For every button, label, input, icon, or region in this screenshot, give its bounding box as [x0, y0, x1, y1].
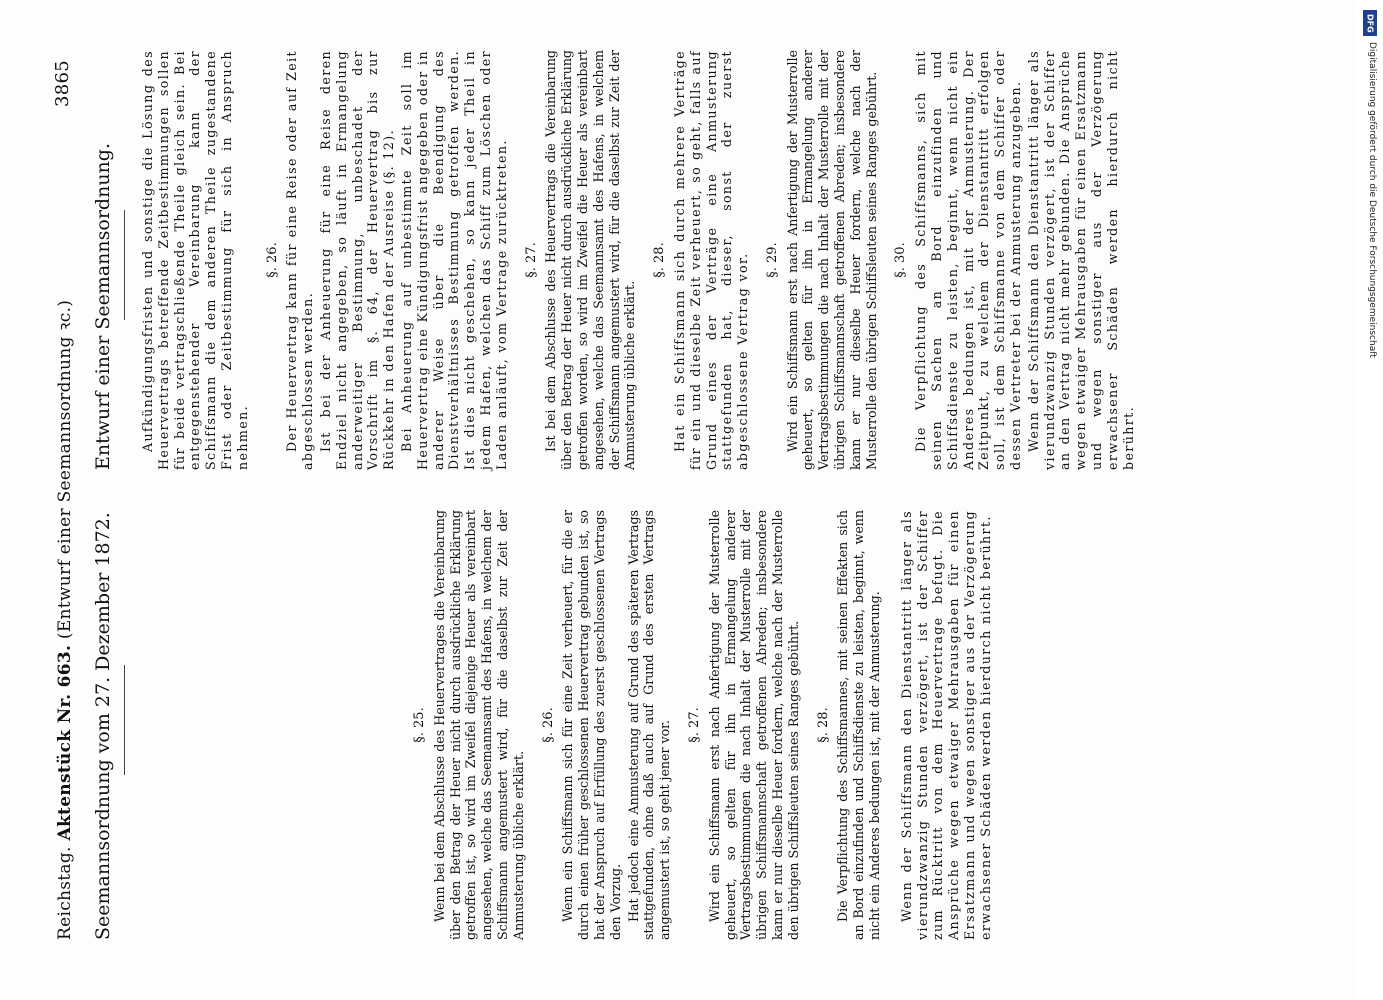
right-column	[140, 50, 1138, 470]
section-heading: §. 28.	[652, 242, 668, 278]
paragraph: Ist bei der Anheuerung für eine Reise deren Endziel nicht angegeben, so läuft in Ermangelung anderweitiger Bestimmung, unbeschadet der Vorschrift im §. 64, der Heuervertrag bis zur Rückkehr in den Hafen der Ausreise (§. 12).	[317, 50, 397, 470]
digitization-note: Digitalisierung gefördert durch die Deutsche Forschungsgemeinschaft	[1367, 42, 1377, 358]
paragraph: Wenn der Schiffsmann den Dienstantritt länger als vierundzwanzig Stunden verzögert, ist der Schiffer zum Rücktritt von dem Heuervertrage befugt. Die Ansprüche wegen etwaiger Mehrausgaben für einen Ersatzmann und wegen sonstiger aus der Verzögerung erwachsener Schäden werden hierdurch nicht berührt.	[898, 510, 993, 940]
paragraph: Hat jedoch eine Anmusterung auf Grund des späteren Vertrags stattgefunden, ohne daß auch auf Grund des ersten Vertrags angemustert ist, so geht jener vor.	[625, 510, 673, 940]
left-title-rule	[124, 665, 125, 775]
digitization-strip	[1355, 0, 1383, 1000]
paragraph: Aufkündigungsfristen und sonstige die Lösung des Heuervertrags betreffende Zeitbestimmungen sollen für beide vertragschließende Theile gleich sein. Bei entgegenstehender Vereinbarung kann der Schiffsmann die dem anderen Theile zugestandene Frist oder Zeitbestimmung für sich in Anspruch nehmen.	[140, 50, 250, 470]
paragraph: Die Verpflichtung des Schiffsmanns, sich mit seinen Sachen an Bord einzufinden und Schiffsdienste zu leisten, beginnt, wenn nicht ein Anderes bedungen ist, mit der Anmusterung. Der Zeitpunkt, zu welchem der Dienstantritt erfolgen soll, ist dem Schiffsmanne von dem Schiffer oder dessen Vertreter bei der Anmusterung anzugeben.	[913, 50, 1024, 470]
left-column	[140, 510, 996, 940]
paragraph: Wird ein Schiffsmann erst nach Anfertigung der Musterrolle geheuert, so gelten für ihn in Ermangelung anderer Vertragsbestimmungen die nach Inhalt der Musterrolle mit der übrigen Schiffsmannschaft getroffenen Abreden; insbesondere kann er nur dieselbe Heuer fordern, welche nach der Musterrolle den übrigen Schiffsleuten seines Ranges gebührt.	[706, 510, 801, 940]
dfg-logo-icon: DFG	[1363, 10, 1377, 36]
section-heading: §. 27.	[523, 242, 539, 278]
document-item-number: Aktenstück Nr. 663.	[55, 644, 75, 841]
paragraph: Ist bei dem Abschlusse des Heuervertrags die Vereinbarung über den Betrag der Heuer nicht durch ausdrückliche Erklärung getroffen worden, so wird im Zweifel die Heuer als vereinbart angesehen, welche das Seemannsamt des Hafens, in welchem der Schiffsmann angemustert wird, für die daselbst zur Zeit der Anmusterung übliche erklärt.	[543, 50, 638, 470]
left-column-title: Seemannsordnung vom 27. Dezember 1872.	[92, 512, 114, 940]
left-column-spacer	[140, 510, 398, 940]
paragraph: Wenn bei dem Abschlusse des Heuervertrages die Vereinbarung über den Betrag der Heuer nicht durch ausdrückliche Erklärung getroffen ist, so wird im Zweifel diejenige Heuer als vereinbart angesehen, welche das Seemannsamt des Hafens, in welchem der Schiffsmann angemustert wird, für die daselbst zur Zeit der Anmusterung übliche erklärt.	[431, 510, 526, 940]
right-column-title: Entwurf einer Seemannsordnung.	[92, 143, 114, 470]
section-heading: §. 28.	[815, 707, 831, 743]
running-head-prefix: Reichstag.	[55, 846, 75, 940]
paragraph: Wird ein Schiffsmann erst nach Anfertigung der Musterrolle geheuert, so gelten für ihn in Ermangelung anderer Vertragsbestimmungen die nach Inhalt der Musterrolle mit der übrigen Schiffsmannschaft getroffenen Abreden; insbesondere kann er nur dieselbe Heuer fordern, welche nach der Musterrolle den übrigen Schiffsleuten seines Ranges gebührt.	[784, 50, 879, 470]
section-heading: §. 27.	[686, 707, 702, 743]
section-heading: §. 25.	[412, 707, 427, 743]
section-heading: §. 26.	[540, 707, 556, 743]
paragraph: Bei Anheuerung auf unbestimmte Zeit soll im Heuervertrag eine Kündigungsfrist angegeben oder in anderer Weise über die Beendigung des Dienstverhältnisses Bestimmung getroffen werden. Ist dies nicht geschehen, so kann jeder Theil in jedem Hafen, welchen das Schiff zum Löschen oder Laden anläuft, vom Vertrage zurücktreten.	[398, 50, 509, 470]
right-title-rule	[124, 210, 125, 320]
section-heading: §. 29.	[764, 242, 780, 278]
paragraph: Hat ein Schiffsmann sich durch mehrere Verträge für ein und dieselbe Zeit verheuert, so geht, falls auf Grund eines der Verträge eine Anmusterung stattgefunden hat, dieser, sonst der zuerst abgeschlossene Vertrag vor.	[671, 50, 751, 470]
running-head-suffix: (Entwurf einer Seemannsordnung ꝛc.)	[55, 299, 75, 640]
page-number: 3865	[52, 60, 73, 108]
paragraph: Wenn ein Schiffsmann sich für eine Zeit verheuert, für die er durch einen früher geschlossenen Heuervertrag gebunden ist, so hat der Anspruch auf Erfüllung des zuerst geschlossenen Vertrags den Vorzug.	[560, 510, 623, 940]
section-heading: §. 26.	[264, 242, 280, 278]
paragraph: Wenn der Schiffsmann den Dienstantritt länger als vierundzwanzig Stunden verzögert, ist der Schiffer an den Vertrag nicht mehr gebunden. Die Ansprüche wegen etwaiger Mehrausgaben für einen Ersatzmann und wegen sonstiger aus der Verzögerung erwachsener Schäden werden hierdurch nicht berührt.	[1025, 50, 1136, 470]
paragraph: Der Heuervertrag kann für eine Reise oder auf Zeit abgeschlossen werden.	[284, 50, 316, 470]
paragraph: Die Verpflichtung des Schiffsmannes, mit seinen Effekten sich an Bord einzufinden und Schiffsdienste zu leisten, beginnt, wenn nicht ein Anderes bedungen ist, mit der Anmusterung.	[835, 510, 882, 940]
running-head-left	[52, 300, 75, 940]
running-head	[52, 60, 82, 940]
section-heading: §. 30.	[893, 242, 909, 278]
